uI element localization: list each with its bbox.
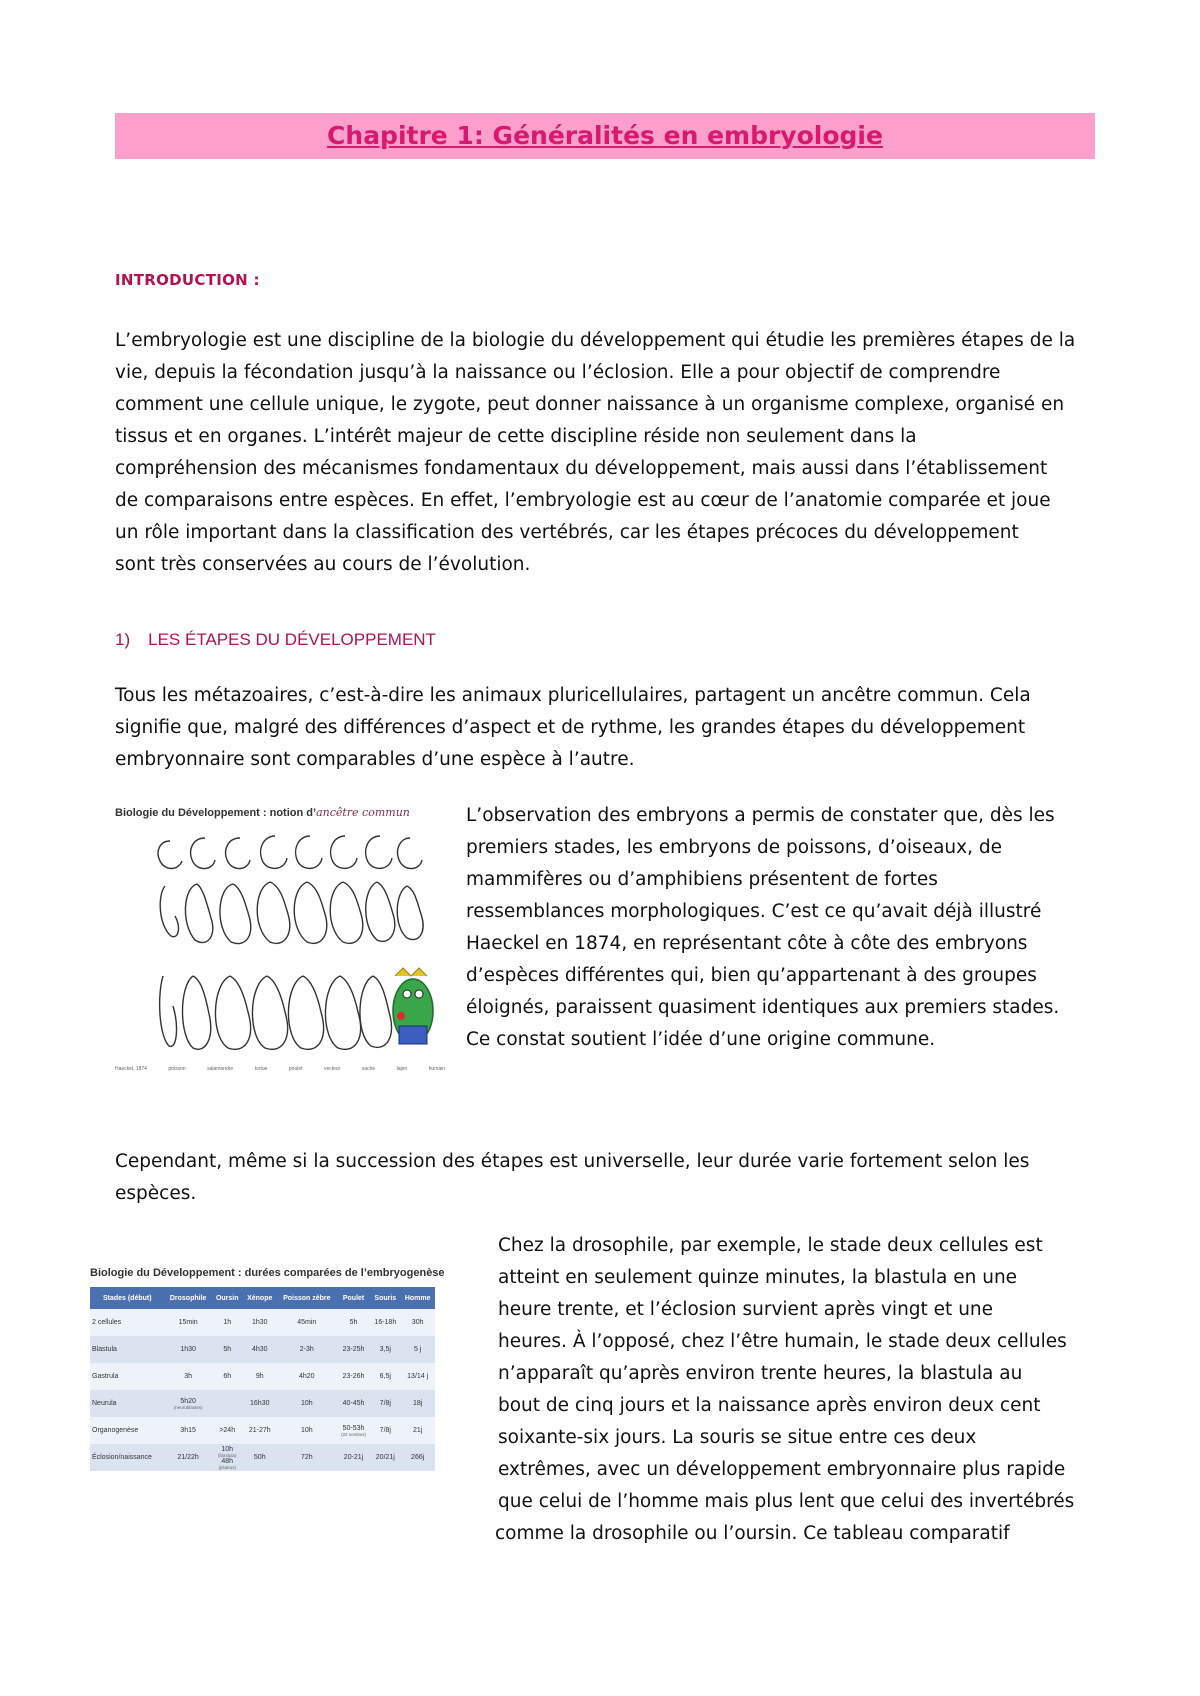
text-line: Chez la drosophile, par exemple, le stade deux cellules est: [498, 1235, 1043, 1256]
text-line: un rôle important dans la classification des vertébrés, car les étapes précoces du développement: [115, 522, 1019, 543]
table-row: Blastula 1h30 5h 4h30 2-3h 23-25h 3,5j 5 j: [90, 1336, 435, 1363]
table-row: Organogenèse 3h15 >24h 21-27h 10h 50-53h (22 somites) 7/8j 21j: [90, 1417, 435, 1444]
text-line: d’espèces différentes qui, bien qu’appartenant à des groupes: [466, 965, 1037, 986]
embryo-drawing-illustration: [115, 826, 445, 1066]
figure-caption: Biologie du Développement : durées comparées de l’embryogenèse: [90, 1267, 445, 1279]
column-header: Xénope: [243, 1287, 277, 1309]
text-line: atteint en seulement quinze minutes, la blastula en une: [498, 1267, 1018, 1288]
text-line: que celui de l’homme mais plus lent que celui des invertébrés: [498, 1491, 1075, 1512]
text-line: Tous les métazoaires, c’est-à-dire les animaux pluricellulaires, partagent un ancêtre commun. Cela: [115, 685, 1031, 706]
text-line: heure trente, et l’éclosion survient après vingt et une: [498, 1299, 994, 1320]
chapter-title-bar: [115, 113, 1095, 159]
text-line: n’apparaît qu’après environ trente heures, la blastula au: [498, 1363, 1023, 1384]
cependant-paragraph: [115, 1146, 1100, 1210]
column-header: Souris: [370, 1287, 400, 1309]
observation-paragraph: [466, 800, 1096, 1056]
duration-table: [90, 1287, 435, 1471]
table-row: Neurula 5h20 (neuroblastes) 16h30 10h 40-45h 7/8j 18j: [90, 1390, 435, 1417]
intro-paragraph: [115, 325, 1100, 581]
column-header: Stades (début): [90, 1287, 165, 1309]
column-header: Homme: [400, 1287, 435, 1309]
column-header: Drosophile: [165, 1287, 212, 1309]
text-line: soixante-six jours. La souris se situe entre ces deux: [498, 1427, 977, 1448]
text-line: signifie que, malgré des différences d’aspect et de rythme, les grandes étapes du développement: [115, 717, 1026, 738]
text-line: comment une cellule unique, le zygote, peut donner naissance à un organisme complexe, organisé en: [115, 394, 1065, 415]
table-row: Gastrula 3h 6h 9h 4h20 23-26h 6,5j 13/14 j: [90, 1363, 435, 1390]
text-line: L’embryologie est une discipline de la biologie du développement qui étudie les premières étapes de la: [115, 330, 1076, 351]
text-line: extrêmes, avec un développement embryonnaire plus rapide: [498, 1459, 1066, 1480]
table-header-row: [90, 1287, 435, 1309]
text-line: vie, depuis la fécondation jusqu’à la naissance ou l’éclosion. Elle a pour objectif de comprendre: [115, 362, 1001, 383]
figure-caption: Biologie du Développement : notion d’ancêtre commun: [115, 806, 410, 819]
text-line: ressemblances morphologiques. C’est ce qu’avait déjà illustré: [466, 901, 1042, 922]
text-line: sont très conservées au cours de l’évolution.: [115, 554, 531, 575]
table-row: Éclosion/naissance 21/22h 10h (blastula) 48h (pluteus) 50h 72h 20-21j 20/21j 266j: [90, 1444, 435, 1471]
text-line: embryonnaire sont comparables d’une espèce à l’autre.: [115, 749, 635, 770]
text-line: tissus et en organes. L’intérêt majeur de cette discipline réside non seulement dans la: [115, 426, 917, 447]
text-line: premiers stades, les embryons de poissons, d’oiseaux, de: [466, 837, 1002, 858]
text-line: compréhension des mécanismes fondamentaux du développement, mais aussi dans l’établissement: [115, 458, 1048, 479]
text-line: Cependant, même si la succession des étapes est universelle, leur durée varie fortement selon les: [115, 1151, 1030, 1172]
section-title: LES ÉTAPES DU DÉVELOPPEMENT: [148, 630, 436, 649]
handwritten-annotation: ancêtre commun: [316, 806, 410, 819]
chapter-title: Chapitre 1: Généralités en embryologie: [327, 121, 883, 150]
cell-subnote: (neuroblastes): [173, 1404, 203, 1410]
intro-heading: INTRODUCTION :: [115, 271, 260, 289]
section-number: 1): [115, 630, 131, 649]
text-line: de comparaisons entre espèces. En effet, l’embryologie est au cœur de l’anatomie comparée et joue: [115, 490, 1051, 511]
text-line: éloignés, paraissent quasiment identiques aux premiers stades.: [466, 997, 1060, 1018]
text-line: bout de cinq jours et la naissance après environ deux cent: [498, 1395, 1041, 1416]
text-line: Haeckel en 1874, en représentant côte à côte des embryons: [466, 933, 1028, 954]
text-line: L’observation des embryons a permis de constater que, dès les: [466, 805, 1055, 826]
column-header: Oursin: [212, 1287, 243, 1309]
cell-subnote: (22 somites): [341, 1431, 366, 1437]
section-heading: [115, 630, 436, 650]
figure-labels: Haeckel, 1874 poisson salamandre tortue poulet vecteur vache lapin humain: [115, 1066, 445, 1072]
haeckel-embryo-figure: [115, 806, 445, 1078]
drosophila-paragraph-last-line: comme la drosophile ou l’oursin. Ce tableau comparatif: [495, 1523, 1010, 1544]
text-line: Ce constat soutient l’idée d’une origine commune.: [466, 1029, 936, 1050]
drosophila-paragraph: [498, 1230, 1098, 1518]
text-line: mammifères ou d’amphibiens présentent de fortes: [466, 869, 938, 890]
text-line: heures. À l’opposé, chez l’être humain, le stade deux cellules: [498, 1331, 1067, 1352]
column-header: Poisson zèbre: [277, 1287, 337, 1309]
column-header: Poulet: [337, 1287, 371, 1309]
embryogenesis-duration-figure: [90, 1267, 445, 1471]
table-row: 2 cellules 15min 1h 1h30 45min 5h 16-18h 30h: [90, 1309, 435, 1336]
text-line: espèces.: [115, 1183, 197, 1204]
metazoa-paragraph: [115, 680, 1100, 776]
